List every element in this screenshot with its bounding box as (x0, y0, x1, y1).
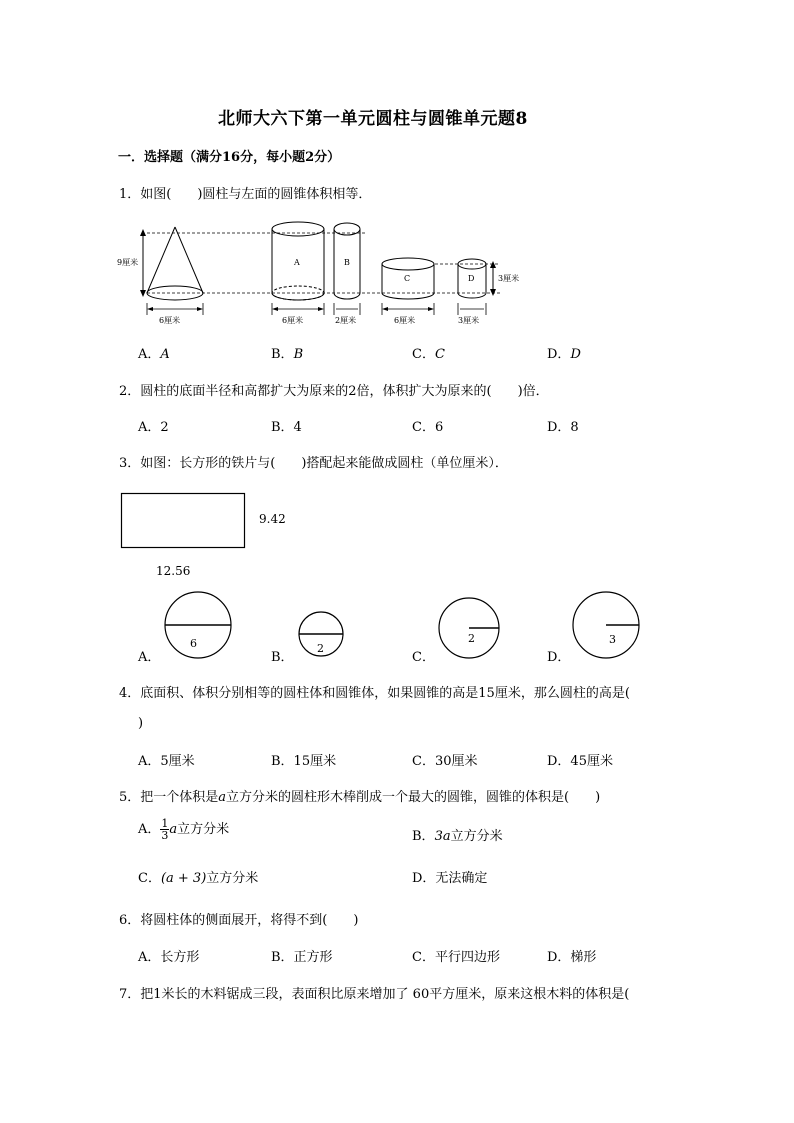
q1-option-b[interactable]: B．B (271, 347, 304, 362)
question-6-text: 6．将圆柱体的侧面展开，将得不到( ) (119, 913, 359, 928)
q5-option-a-fraction: $\frac{1}{3}$ (161, 817, 169, 842)
q1-option-c[interactable]: C．C (412, 347, 445, 362)
q3-rectangle (120, 492, 248, 550)
question-7-text: 7．把1米长的木料锯成三段，表面积比原来增加了 60平方厘米，原来这根木料的体积是( (119, 987, 630, 1002)
q6-option-a[interactable]: A．长方形 (138, 950, 200, 965)
q2-option-c[interactable]: C．6 (412, 420, 444, 435)
q3-rect-height-label: 9.42 (259, 512, 286, 526)
q3-c-radius: 2 (468, 632, 475, 645)
q4-option-a[interactable]: A．5厘米 (138, 754, 195, 769)
q1-option-a[interactable]: A．A (138, 347, 170, 362)
cone-base-label: 6厘米 (159, 316, 181, 325)
question-1-figure (115, 215, 535, 330)
q3-option-a-circle[interactable] (163, 591, 235, 661)
q3-d-radius: 3 (609, 633, 616, 646)
cone-height-label: 9厘米 (117, 258, 139, 267)
q4-option-b[interactable]: B．15厘米 (271, 754, 337, 769)
question-3-text: 3．如图：长方形的铁片与( )搭配起来能做成圆柱（单位厘米）． (119, 456, 508, 471)
q5-option-b[interactable]: B．3a立方分米 (412, 829, 503, 844)
q5-option-a[interactable]: A． $\frac{1}{3}$ a立方分米 (138, 817, 230, 842)
cone-side-right (175, 227, 203, 293)
cylinder-d-width: 3厘米 (458, 316, 480, 325)
q3-rect-width-label: 12.56 (156, 564, 191, 578)
question-2-text: 2．圆柱的底面半径和高都扩大为原来的2倍，体积扩大为原来的( )倍． (119, 384, 549, 399)
page-title: 北师大六下第一单元圆柱与圆锥单元题8 (218, 109, 528, 129)
q1-option-d[interactable]: D．D (547, 347, 581, 362)
q4-option-c[interactable]: C．30厘米 (412, 754, 478, 769)
q3-option-a-label[interactable]: A． (138, 650, 161, 665)
q2-option-a[interactable]: A．2 (138, 420, 169, 435)
q3-b-diameter: 2 (317, 642, 324, 655)
q6-option-b[interactable]: B．正方形 (271, 950, 333, 965)
question-5-text: 5．把一个体积是a立方分米的圆柱形木棒削成一个最大的圆锥，圆锥的体积是( ) (119, 790, 601, 805)
q2-option-b[interactable]: B．4 (271, 420, 302, 435)
q3-a-diameter: 6 (190, 637, 197, 650)
cylinder-c-top (382, 258, 434, 270)
q3-option-d-label[interactable]: D． (547, 650, 571, 665)
q3-option-b-label[interactable]: B． (271, 650, 294, 665)
q3-option-c-label[interactable]: C． (412, 650, 435, 665)
q3-option-b-circle[interactable] (298, 611, 346, 659)
cylinder-a-width: 6厘米 (282, 316, 304, 325)
question-1-text: 1．如图( )圆柱与左面的圆锥体积相等． (119, 187, 372, 202)
cone-side-left (147, 227, 175, 293)
q5-option-d[interactable]: D．无法确定 (412, 871, 488, 886)
cylinder-d-label: D (468, 274, 475, 283)
question-4-text: 4．底面积、体积分别相等的圆柱体和圆锥体，如果圆锥的高是15厘米，那么圆柱的高是( (119, 686, 630, 701)
q6-option-d[interactable]: D．梯形 (547, 950, 597, 965)
q3-option-d-circle[interactable] (572, 591, 642, 661)
cylinder-b-label: B (344, 258, 350, 267)
q3-option-c-circle[interactable] (438, 597, 502, 661)
q5-option-c[interactable]: C．(a + 3)立方分米 (138, 871, 259, 886)
q2-option-d[interactable]: D．8 (547, 420, 579, 435)
q6-option-c[interactable]: C．平行四边形 (412, 950, 500, 965)
cylinder-a-top (272, 222, 324, 236)
cylinder-b-width: 2厘米 (335, 316, 357, 325)
section-header: 一．选择题（满分16分，每小题2分） (118, 150, 341, 165)
cylinder-c-label: C (404, 274, 411, 283)
cylinder-a-label: A (294, 258, 300, 267)
cylinder-c-width: 6厘米 (394, 316, 416, 325)
question-4-text-cont: ) (138, 716, 144, 731)
q4-option-d[interactable]: D．45厘米 (547, 754, 613, 769)
cylinder-d-height: 3厘米 (498, 274, 520, 283)
